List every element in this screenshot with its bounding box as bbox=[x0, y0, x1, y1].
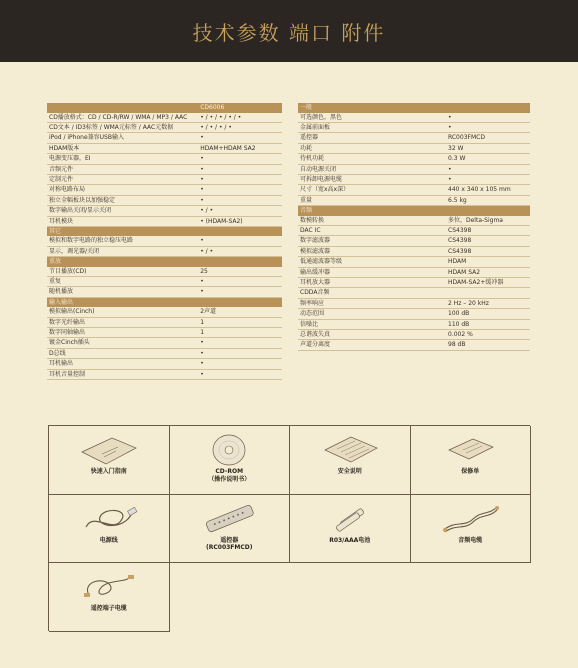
spec-row bbox=[298, 278, 530, 288]
spec-value: • bbox=[198, 174, 282, 184]
spec-label: 数字光纤输出 bbox=[47, 317, 198, 327]
spec-label: 频率响应 bbox=[298, 298, 446, 308]
spec-label: 定制元件 bbox=[47, 174, 198, 184]
spec-label: 自动电源关闭 bbox=[298, 164, 446, 174]
accessory-item bbox=[170, 495, 291, 564]
spec-row bbox=[298, 319, 530, 329]
cd-rom-icon bbox=[194, 432, 264, 468]
spec-row bbox=[47, 277, 282, 287]
spec-value: 110 dB bbox=[446, 319, 530, 329]
spec-row bbox=[298, 174, 530, 184]
spec-label: 耳机模块 bbox=[47, 216, 198, 226]
spec-row bbox=[298, 340, 530, 350]
spec-row bbox=[47, 154, 282, 164]
spec-row bbox=[47, 328, 282, 338]
spec-row bbox=[298, 143, 530, 153]
spec-label: 数模转换 bbox=[298, 216, 446, 226]
spec-row bbox=[298, 164, 530, 174]
spec-row bbox=[47, 164, 282, 174]
spec-row bbox=[47, 206, 282, 216]
accessory-label: 音频电缆 bbox=[458, 536, 483, 544]
spec-label: D总线 bbox=[47, 348, 198, 358]
spec-row bbox=[47, 185, 282, 195]
spec-row bbox=[47, 348, 282, 358]
spec-row bbox=[47, 307, 282, 317]
spec-value: • bbox=[198, 277, 282, 287]
spec-label: 显示，调光器/关闭 bbox=[47, 246, 198, 256]
accessory-item bbox=[411, 495, 532, 564]
spec-row bbox=[47, 317, 282, 327]
spec-value: CS4398 bbox=[446, 246, 530, 256]
spec-value: 100 dB bbox=[446, 309, 530, 319]
spec-section-header bbox=[47, 257, 282, 267]
spec-label: 音频元件 bbox=[47, 164, 198, 174]
spec-label: 总谐波失真 bbox=[298, 330, 446, 340]
empty-cell bbox=[411, 563, 532, 632]
spec-row bbox=[298, 288, 530, 298]
spec-value: 440 x 340 x 105 mm bbox=[446, 185, 530, 195]
spec-row bbox=[298, 267, 530, 277]
spec-label: 模拟滤波器 bbox=[298, 246, 446, 256]
spec-value: CD6006 bbox=[198, 103, 282, 113]
spec-label: 信噪比 bbox=[298, 319, 446, 329]
accessory-label: R03/AAA电池 bbox=[329, 536, 371, 544]
spec-label: 对称电路布局 bbox=[47, 185, 198, 195]
spec-label: HDAM版本 bbox=[47, 143, 198, 153]
empty-cell bbox=[290, 563, 411, 632]
spec-value: • / • / • / • / • bbox=[198, 113, 282, 123]
audio-cable-icon bbox=[435, 501, 505, 537]
spec-row bbox=[47, 133, 282, 143]
spec-section-header bbox=[298, 103, 530, 113]
accessory-label: 遥控端子电缆 bbox=[90, 605, 127, 613]
spec-row bbox=[298, 246, 530, 256]
accessory-label: 遥控器 (RC003FMCD) bbox=[206, 536, 253, 552]
spec-value: • bbox=[198, 133, 282, 143]
spec-value: RC003FMCD bbox=[446, 133, 530, 143]
spec-value: • bbox=[446, 113, 530, 123]
spec-value: • bbox=[198, 338, 282, 348]
spec-row bbox=[47, 359, 282, 369]
spec-value: HDAM+HDAM SA2 bbox=[198, 143, 282, 153]
spec-value bbox=[198, 226, 282, 236]
spec-label: 金属前面板 bbox=[298, 122, 446, 132]
spec-row bbox=[298, 154, 530, 164]
spec-label: 电源变压器，EI bbox=[47, 154, 198, 164]
accessory-label: 快速入门指南 bbox=[90, 468, 127, 475]
spec-row bbox=[47, 369, 282, 379]
spec-table-left bbox=[47, 103, 282, 380]
spec-label: 耳机输出 bbox=[47, 359, 198, 369]
spec-label: CDDA音频 bbox=[298, 288, 446, 298]
accessory-item bbox=[411, 426, 532, 495]
spec-label: 其它 bbox=[47, 226, 198, 236]
spec-label: 可选颜色，黑色 bbox=[298, 113, 446, 123]
spec-value: HDAM SA2 bbox=[446, 267, 530, 277]
spec-value: • / • / • / • bbox=[198, 122, 282, 132]
spec-label: 可拆卸电源电缆 bbox=[298, 174, 446, 184]
spec-label: 遥控器 bbox=[298, 133, 446, 143]
spec-row bbox=[47, 236, 282, 246]
accessory-label: 保修单 bbox=[461, 468, 480, 475]
page-header bbox=[0, 0, 578, 62]
spec-value: • bbox=[198, 185, 282, 195]
spec-label: DAC IC bbox=[298, 225, 446, 235]
accessory-item bbox=[290, 426, 411, 495]
page-title: 技术参数 端口 附件 bbox=[192, 20, 386, 45]
spec-label: 独立全幅板块以加强稳定 bbox=[47, 195, 198, 205]
spec-value: 1 bbox=[198, 317, 282, 327]
accessory-item bbox=[290, 495, 411, 564]
spec-label: 尺寸（宽x高x深） bbox=[298, 185, 446, 195]
spec-row bbox=[47, 195, 282, 205]
spec-row bbox=[298, 236, 530, 246]
spec-value bbox=[446, 288, 530, 298]
spec-value: • bbox=[446, 164, 530, 174]
spec-value: • / • bbox=[198, 206, 282, 216]
spec-label: 数字滤波器 bbox=[298, 236, 446, 246]
spec-row bbox=[298, 225, 530, 235]
spec-row bbox=[298, 298, 530, 308]
spec-value bbox=[198, 297, 282, 307]
spec-value bbox=[198, 257, 282, 267]
remote-control-icon bbox=[194, 501, 264, 537]
spec-label: 数字同轴输出 bbox=[47, 328, 198, 338]
spec-table-right bbox=[298, 103, 530, 351]
spec-section-header bbox=[47, 297, 282, 307]
spec-value: 1 bbox=[198, 328, 282, 338]
spec-row bbox=[298, 257, 530, 267]
spec-value bbox=[446, 206, 530, 216]
spec-label: 功耗 bbox=[298, 143, 446, 153]
power-cable-icon bbox=[74, 501, 144, 537]
spec-label: 重复 bbox=[47, 277, 198, 287]
spec-row bbox=[47, 338, 282, 348]
accessories-grid bbox=[48, 425, 530, 631]
spec-row bbox=[298, 185, 530, 195]
spec-value: 0.3 W bbox=[446, 154, 530, 164]
spec-row bbox=[298, 122, 530, 132]
spec-section-header bbox=[47, 226, 282, 236]
spec-label: 模拟和数字电路的独立稳压电路 bbox=[47, 236, 198, 246]
quick-start-guide-icon bbox=[74, 432, 144, 468]
spec-label: 输出缓冲器 bbox=[298, 267, 446, 277]
spec-label: CD文本 / ID3标签 / WMA元标签 / AAC元数据 bbox=[47, 122, 198, 132]
batteries-icon bbox=[315, 501, 385, 537]
accessory-label: 电源线 bbox=[99, 536, 118, 544]
spec-label: 声道分离度 bbox=[298, 340, 446, 350]
spec-row bbox=[47, 216, 282, 226]
accessory-item bbox=[49, 495, 170, 564]
spec-label: 音频 bbox=[298, 206, 446, 216]
spec-value: • bbox=[446, 174, 530, 184]
spec-row bbox=[47, 246, 282, 256]
spec-value: CS4398 bbox=[446, 225, 530, 235]
spec-label: CD播放格式：CD / CD-R/RW / WMA / MP3 / AAC bbox=[47, 113, 198, 123]
spec-row bbox=[298, 113, 530, 123]
spec-section-header bbox=[298, 206, 530, 216]
spec-label: 镀金Cinch插头 bbox=[47, 338, 198, 348]
spec-label: 耳机音量控制 bbox=[47, 369, 198, 379]
spec-label: 待机功耗 bbox=[298, 154, 446, 164]
spec-value: 32 W bbox=[446, 143, 530, 153]
spec-row bbox=[47, 174, 282, 184]
spec-value: 98 dB bbox=[446, 340, 530, 350]
spec-value: 2 Hz – 20 kHz bbox=[446, 298, 530, 308]
warranty-icon bbox=[435, 432, 505, 468]
spec-value: • bbox=[198, 348, 282, 358]
spec-row bbox=[298, 195, 530, 205]
spec-label bbox=[47, 103, 198, 113]
spec-row bbox=[47, 122, 282, 132]
spec-value: • bbox=[198, 236, 282, 246]
spec-label: 模拟输出(Cinch) bbox=[47, 307, 198, 317]
spec-row bbox=[298, 133, 530, 143]
spec-value: CS4398 bbox=[446, 236, 530, 246]
spec-value: • bbox=[198, 164, 282, 174]
spec-row bbox=[298, 309, 530, 319]
remote-connector-cable-icon bbox=[74, 569, 144, 605]
spec-label: 输入输出 bbox=[47, 297, 198, 307]
safety-notes-icon bbox=[315, 432, 385, 468]
empty-cell bbox=[170, 563, 291, 632]
accessory-item bbox=[49, 426, 170, 495]
spec-value: • bbox=[198, 154, 282, 164]
spec-value: HDAM bbox=[446, 257, 530, 267]
spec-value: 0.002 % bbox=[446, 330, 530, 340]
spec-row bbox=[47, 287, 282, 297]
spec-label: 随机播放 bbox=[47, 287, 198, 297]
spec-label: 重量 bbox=[298, 195, 446, 205]
spec-label: 动态范围 bbox=[298, 309, 446, 319]
spec-label: 低通滤波器等级 bbox=[298, 257, 446, 267]
spec-row bbox=[298, 330, 530, 340]
spec-value: HDAM-SA2+缓冲器 bbox=[446, 278, 530, 288]
spec-value: 多位，Delta-Sigma bbox=[446, 216, 530, 226]
spec-row bbox=[298, 216, 530, 226]
spec-value: 6.5 kg bbox=[446, 195, 530, 205]
accessory-item bbox=[49, 563, 170, 632]
spec-value: • bbox=[198, 287, 282, 297]
spec-label: iPod / iPhone兼容USB输入 bbox=[47, 133, 198, 143]
spec-row bbox=[47, 143, 282, 153]
spec-value: • bbox=[198, 369, 282, 379]
spec-row bbox=[47, 267, 282, 277]
spec-label: 一般 bbox=[298, 103, 446, 113]
spec-row bbox=[47, 113, 282, 123]
spec-label: 数字输出关闭/显示关闭 bbox=[47, 206, 198, 216]
spec-value: • bbox=[446, 122, 530, 132]
spec-label: 重放 bbox=[47, 257, 198, 267]
spec-section-header bbox=[47, 103, 282, 113]
accessory-label: 安全说明 bbox=[337, 468, 362, 475]
spec-value: • bbox=[198, 195, 282, 205]
spec-value: 25 bbox=[198, 267, 282, 277]
spec-label: 耳机放大器 bbox=[298, 278, 446, 288]
spec-value: 2声道 bbox=[198, 307, 282, 317]
spec-value: • bbox=[198, 359, 282, 369]
accessory-label: CD-ROM （操作说明书） bbox=[208, 468, 251, 483]
spec-value: • (HDAM-SA2) bbox=[198, 216, 282, 226]
spec-value bbox=[446, 103, 530, 113]
accessory-item bbox=[170, 426, 291, 495]
spec-value: • / • bbox=[198, 246, 282, 256]
spec-label: 节目播放(CD) bbox=[47, 267, 198, 277]
